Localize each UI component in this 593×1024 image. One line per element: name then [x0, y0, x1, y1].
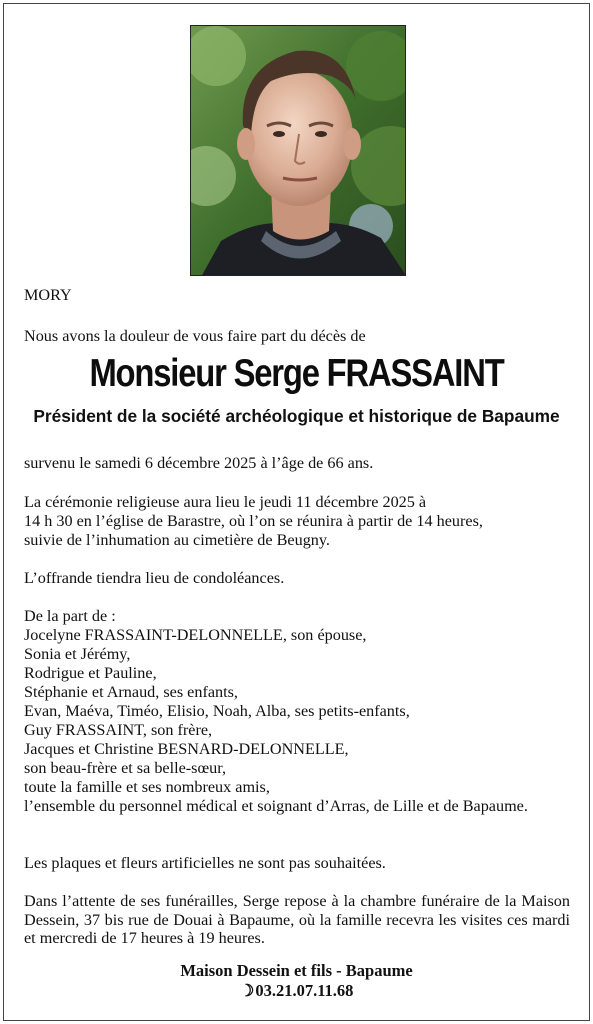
portrait-photo	[190, 25, 406, 276]
flowers-line: Les plaques et fleurs artificielles ne sont pas souhaitées.	[24, 854, 386, 872]
ceremony-line-2: 14 h 30 en l’église de Barastre, où l’on se réunira à partir de 14 heures,	[24, 512, 483, 530]
ceremony-line-1: La cérémonie religieuse aura lieu le jeudi 11 décembre 2025 à	[24, 493, 427, 511]
family-line: Guy FRASSAINT, son frère,	[24, 721, 213, 739]
family-line: Evan, Maéva, Timéo, Elisio, Noah, Alba, ses petits-enfants,	[24, 702, 410, 720]
place-name: MORY	[24, 286, 72, 304]
family-line-last: l’ensemble du personnel médical et soignant d’Arras, de Lille et de Bapaume.	[24, 797, 528, 815]
offering-line: L’offrande tiendra lieu de condoléances.	[24, 569, 285, 587]
family-line: son beau-frère et sa belle-sœur,	[24, 759, 227, 777]
funeral-home-phone-row	[0, 981, 593, 1001]
family-line: Rodrigue et Pauline,	[24, 664, 157, 682]
family-line: Sonia et Jérémy,	[24, 645, 131, 663]
funeral-home-name: Maison Dessein et fils - Bapaume	[180, 961, 413, 980]
deceased-title: Président de la société archéologique et historique de Bapaume	[33, 406, 560, 426]
funeral-home-phone: 03.21.07.11.68	[255, 981, 354, 1000]
family-line: Stéphanie et Arnaud, ses enfants,	[24, 683, 238, 701]
family-heading: De la part de :	[24, 607, 116, 625]
rest-paragraph: Dans l’attente de ses funérailles, Serge repose à la chambre funéraire de la Maison Dessein, 37 bis rue de Douai à Bapaume, où la famille recevra les visites ces mardi et mercredi de 17 heures à 19 heures.	[24, 892, 570, 948]
ceremony-line-3: suivie de l’inhumation au cimetière de Beugny.	[24, 531, 330, 549]
family-line: Jacques et Christine BESNARD-DELONNELLE,	[24, 740, 349, 758]
phone-icon: ☽	[239, 981, 255, 1000]
death-date-line: survenu le samedi 6 décembre 2025 à l’âge de 66 ans.	[24, 454, 374, 472]
family-line: toute la famille et ses nombreux amis,	[24, 778, 270, 796]
deceased-name: Monsieur Serge FRASSAINT	[89, 352, 504, 395]
family-line: Jocelyne FRASSAINT-DELONNELLE, son épouse,	[24, 626, 367, 644]
intro-line: Nous avons la douleur de vous faire part du décès de	[24, 327, 366, 345]
